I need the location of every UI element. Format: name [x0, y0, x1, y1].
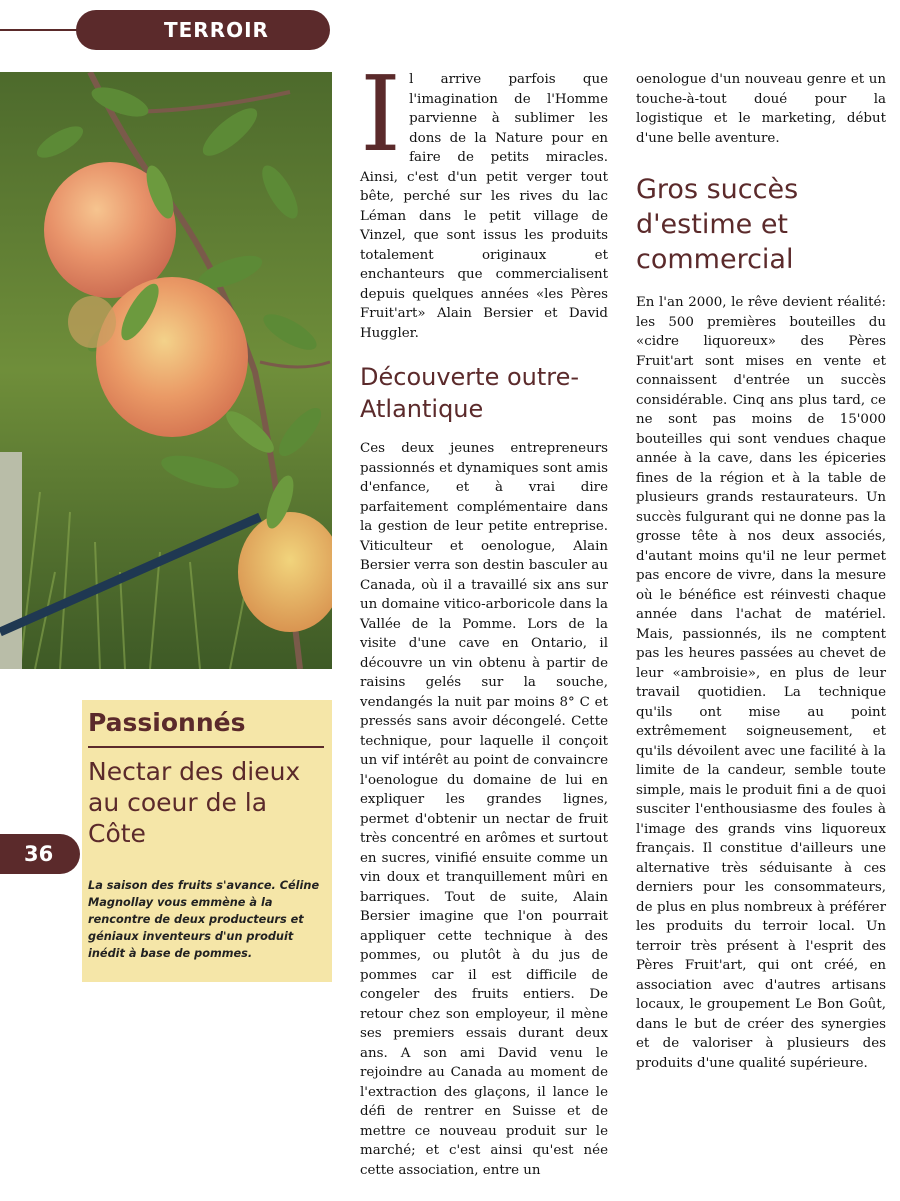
section-label	[76, 10, 330, 50]
article-column-2	[636, 70, 886, 1073]
apple-photo	[0, 72, 332, 669]
subhead-gros-succes: Gros succès d'estime et commercial	[636, 174, 799, 275]
section-label-text: TERROIR	[164, 18, 269, 42]
page-number: 36	[24, 842, 54, 866]
article-paragraph-2-continued: oenologue d'un nouveau genre et un touche-à-tout doué pour la logistique et le marketing, début d'une belle aventure.	[636, 72, 886, 146]
sidebar-deck: La saison des fruits s'avance. Céline Magnollay vous emmène à la rencontre de deux producteurs et géniaux inventeurs d'un produit inédit à base de pommes.	[88, 879, 320, 960]
article-intro: l arrive parfois que l'imagination de l'Homme parvienne à sublimer les dons de la Nature pour en faire de petits miracles. Ainsi, c'est d'un petit verger tout bête, perché sur les rives du lac Léman dans le petit village de Vinzel, que sont issus les produits totalement originaux et enchanteurs que commercialisent depuis quelques années «les Pères Fruit'art» Alain Bersier et David Huggler.	[360, 72, 608, 341]
article-paragraph-2: Ces deux jeunes entrepreneurs passionnés et dynamiques sont amis d'enfance, et à vrai dire parfaitement complémentaire dans la gestion de leur petite entreprise. Viticulteur et oenologue, Alain Bersier verra son destin basculer au Canada, où il a travaillé six ans sur un domaine vitico-arboricole dans la Vallée de la Pomme. Lors de la visite d'une cave en Ontario, il découvre un vin obtenu à partir de raisins gelés sur la souche, vendangés la nuit par moins 8° C et pressés sans avoir décongelé. Cette technique, pour laquelle il conçoit un vif intérêt au point de convaincre l'oenologue du domaine de lui en expliquer les grandes lignes, permet d'obtenir un nectar de fruit très concentré en arômes et surtout en sucres, vinifié ensuite comme un vin doux et tranquillement mûri en barriques. Tout de suite, Alain Bersier imagine que l'on pourrait appliquer cette technique à des pommes, ou plutôt à du jus de pommes car il est difficile de congeler des fruits entiers. De retour chez son employeur, il mène ses premiers essais durant deux ans. A son ami David venu le rejoindre au Canada au moment de l'extraction des glaçons, il lance le défi de rentrer en Suisse et de mettre ce nouveau produit sur le marché; et c'est ainsi qu'est née cette association, entre un	[360, 441, 609, 1178]
article-column-1	[360, 53, 609, 1180]
sidebar-headline: Nectar des dieux au coeur de la Côte	[88, 757, 301, 848]
page-number-badge	[0, 834, 80, 874]
drop-cap: I	[360, 53, 402, 175]
apple-photo-image	[0, 72, 332, 669]
article-paragraph-3: En l'an 2000, le rêve devient réalité: les 500 premières bouteilles du «cidre liquoreux» des Pères Fruit'art sont mises en vente et connaissent d'entrée un succès considérable. Cinq ans plus tard, ce ne sont pas moins de 15'000 bouteilles qui sont vendues chaque année à la cave, dans les épiceries fines de la région et à la table de plusieurs grands restaurateurs. Un succès fulgurant qui ne donne pas la grosse tête à nos deux associés, d'autant moins qu'il ne leur permet pas encore de vivre, dans la mesure où le bénéfice est réinvesti chaque année dans l'achat de matériel. Mais, passionnés, ils ne comptent pas les heures passées au chevet de leur «ambroisie», en plus de leur travail quotidien. La technique qu'ils ont mise au point extrêmement soigneusement, et qu'ils dévoilent avec une facilité à la limite de la candeur, semble toute simple, mais le produit fini a de quoi susciter l'enthousiasme des foules à l'image des grands vins liquoreux français. Il constitue d'ailleurs une alternative très séduisante à ces derniers pour les consommateurs, de plus en plus nombreux à préférer les produits du terroir local. Un terroir très présent à l'esprit des Pères Fruit'art, qui ont créé, en association avec d'autres artisans locaux, le groupement Le Bon Goût, dans le but de créer des synergies et de valoriser à plusieurs des produits d'une qualité supérieure.	[636, 295, 886, 1071]
sidebar-kicker: Passionnés	[88, 708, 246, 737]
sidebar-rule	[88, 746, 324, 748]
sidebar-box	[82, 700, 332, 982]
subhead-decouverte: Découverte outre-Atlantique	[360, 363, 580, 423]
